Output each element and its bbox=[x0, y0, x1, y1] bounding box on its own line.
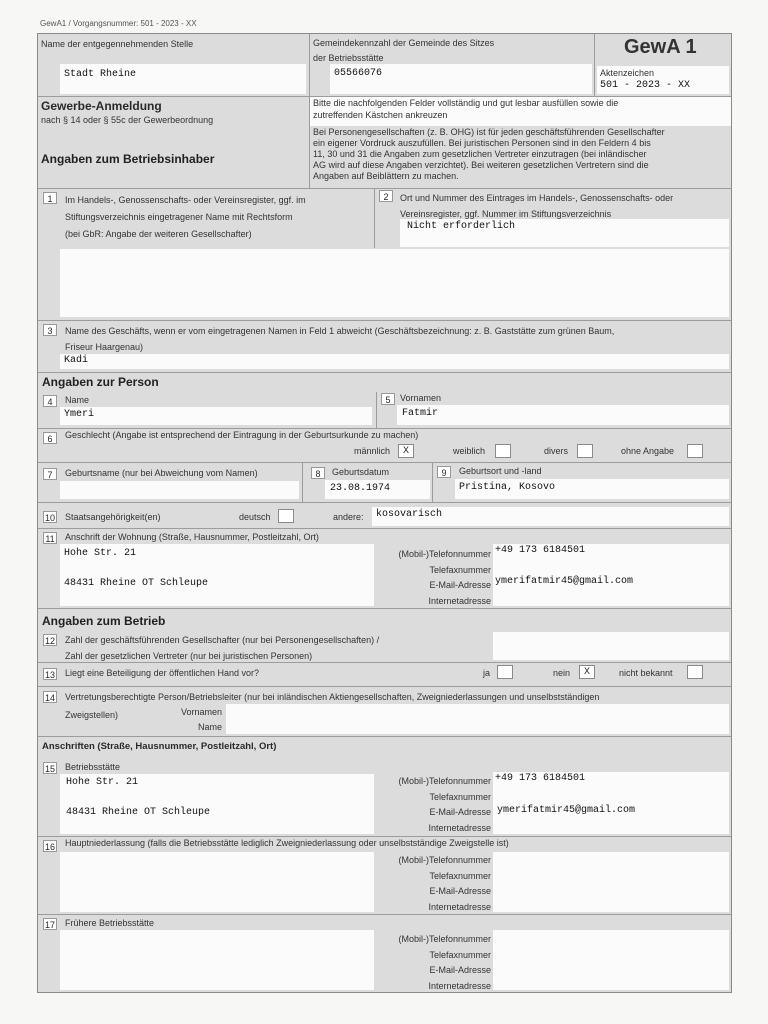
owner-note: Bei Personengesellschaften (z. B. OHG) ist für jeden geschäftsführenden Gesellschafter ein eigener Vordruck auszufüllen. Bei juristischen Personen sind in den Feldern 4 bis 11, 30 und 31 die Angaben zum gesetzlichen Vertreter einzutragen (bei inländischer AG wird auf diese Angaben verzichtet). Bei weiteren gesetzlichen Vertretern sind die Angaben auf Beiblättern zu machen. bbox=[313, 127, 665, 181]
divider bbox=[38, 914, 731, 915]
file-label: Aktenzeichen bbox=[600, 68, 655, 78]
diverse-label: divers bbox=[544, 446, 569, 456]
divider bbox=[38, 662, 731, 663]
municipal-label-2: der Betriebsstätte bbox=[313, 53, 384, 63]
owner-heading: Angaben zum Betriebsinhaber bbox=[41, 152, 215, 166]
business-heading: Angaben zum Betrieb bbox=[42, 614, 166, 628]
field-10-value: kosovarisch bbox=[376, 509, 443, 520]
head-office-address-input[interactable] bbox=[60, 852, 374, 912]
field-8-number: 8 bbox=[311, 467, 325, 479]
field-2-number: 2 bbox=[379, 190, 393, 202]
field-17-number: 17 bbox=[44, 920, 55, 930]
home-street: Hohe Str. 21 bbox=[64, 548, 137, 559]
field-8-value: 23.08.1974 bbox=[330, 483, 391, 494]
person-heading: Angaben zur Person bbox=[42, 375, 159, 389]
business-street: Hohe Str. 21 bbox=[66, 777, 139, 788]
divider bbox=[309, 34, 310, 188]
divider bbox=[302, 462, 303, 502]
male-checkbox[interactable]: X bbox=[398, 444, 414, 458]
field-9-value: Pristina, Kosovo bbox=[459, 482, 556, 493]
divider bbox=[38, 320, 731, 321]
no-checkbox[interactable]: X bbox=[579, 665, 595, 679]
field-3-number: 3 bbox=[43, 324, 57, 336]
file-value: 501 - 2023 - XX bbox=[600, 80, 691, 91]
divider bbox=[38, 188, 731, 189]
municipal-value: 05566076 bbox=[334, 68, 383, 79]
email-value: ymerifatmir45@gmail.com bbox=[495, 576, 634, 587]
field-3-label: Name des Geschäfts, wenn er vom eingetragenen Namen in Feld 1 abweicht (Geschäftsbezeichnung: z. B. Gaststätte zum grünen Baum, Friseur Haargenau) bbox=[65, 326, 615, 352]
divider bbox=[38, 528, 731, 529]
field-1-input[interactable] bbox=[60, 249, 729, 317]
name-input[interactable] bbox=[60, 407, 372, 425]
unknown-checkbox[interactable] bbox=[687, 665, 703, 679]
contact-labels: (Mobil-)Telefonnummer Telefaxnummer E-Mail-Adresse Internetadresse bbox=[398, 549, 491, 606]
field-3-value: Kadi bbox=[64, 355, 89, 366]
field-8-label: Geburtsdatum bbox=[332, 467, 390, 477]
field-6-label: Geschlecht (Angabe ist entsprechend der Eintragung in der Geburtsurkunde zu machen) bbox=[65, 430, 419, 440]
no-info-checkbox[interactable] bbox=[687, 444, 703, 458]
field-1-number: 1 bbox=[43, 192, 57, 204]
field-14-label: Vertretungsberechtigte Person/Betriebsleiter (nur bei inländischen Aktiengesellschaften, Zweigniederlassungen und unselbstständigen Zweigstellen) bbox=[65, 692, 600, 720]
partner-count-input[interactable] bbox=[493, 632, 729, 660]
form-heading: Gewerbe-Anmeldung bbox=[41, 99, 162, 113]
former-address-input[interactable] bbox=[60, 930, 374, 990]
divider bbox=[38, 96, 731, 97]
instruction-2: zutreffenden Kästchen ankreuzen bbox=[313, 110, 448, 120]
other-nationality-label: andere: bbox=[333, 512, 364, 522]
german-checkbox[interactable] bbox=[278, 509, 294, 523]
f17-contact-input[interactable] bbox=[493, 930, 729, 990]
field-16-label: Hauptniederlassung (falls die Betriebsstätte lediglich Zweigniederlassung oder unselbstständige Zweigstelle ist) bbox=[65, 838, 509, 848]
divider bbox=[432, 462, 433, 502]
field-9-label: Geburtsort und -land bbox=[459, 466, 542, 476]
f15-phone-value: +49 173 6184501 bbox=[495, 773, 586, 784]
field-1-label: Im Handels-, Genossenschafts- oder Vereinsregister, ggf. im Stiftungsverzeichnis eingetragener Name mit Rechtsform (bei GbR: Angabe der weiteren Gesellschafter) bbox=[65, 195, 306, 239]
unknown-label: nicht bekannt bbox=[619, 668, 673, 678]
f16-contact-input[interactable] bbox=[493, 852, 729, 912]
field-10-label: Staatsangehörigkeit(en) bbox=[65, 512, 161, 522]
divider bbox=[38, 736, 731, 737]
municipal-label-1: Gemeindekennzahl der Gemeinde des Sitzes bbox=[313, 38, 495, 48]
field-3-input[interactable] bbox=[60, 354, 729, 369]
f17-contact-labels: (Mobil-)Telefonnummer Telefaxnummer E-Mail-Adresse Internetadresse bbox=[398, 934, 491, 991]
yes-checkbox[interactable] bbox=[497, 665, 513, 679]
divider bbox=[376, 392, 377, 428]
female-checkbox[interactable] bbox=[495, 444, 511, 458]
field-13-number: 13 bbox=[44, 670, 55, 680]
top-note: GewA1 / Vorgangsnummer: 501 - 2023 - XX bbox=[40, 19, 197, 28]
birth-name-input[interactable] bbox=[60, 481, 299, 499]
field-6-number: 6 bbox=[43, 432, 57, 444]
business-city: 48431 Rheine OT Schleupe bbox=[66, 807, 211, 818]
field-13-label: Liegt eine Beteiligung der öffentlichen Hand vor? bbox=[65, 668, 259, 678]
field-15-number: 15 bbox=[44, 764, 55, 774]
field-12-label: Zahl der geschäftsführenden Gesellschafter (nur bei Personengesellschaften) / Zahl der gesetzlichen Vertreter (nur bei juristischen Personen) bbox=[65, 635, 380, 661]
instruction-1: Bitte die nachfolgenden Felder vollständig und gut lesbar ausfüllen sowie die bbox=[313, 98, 619, 108]
form-title: GewA 1 bbox=[624, 36, 697, 58]
field-5-number: 5 bbox=[381, 393, 395, 405]
addresses-heading: Anschriften (Straße, Hausnummer, Postleitzahl, Ort) bbox=[42, 741, 277, 752]
f15-email-value: ymerifatmir45@gmail.com bbox=[497, 805, 636, 816]
field-4-label: Name bbox=[65, 395, 90, 405]
divider bbox=[38, 686, 731, 687]
divider bbox=[594, 34, 595, 96]
divider bbox=[38, 462, 731, 463]
field-2-label: Ort und Nummer des Eintrages im Handels-, Genossenschafts- oder Vereinsregister, ggf. Nummer im Stiftungsverzeichnis bbox=[400, 193, 674, 219]
field-12-number: 12 bbox=[44, 636, 55, 646]
f14-first-label: Vornamen bbox=[180, 707, 222, 717]
field-11-label: Anschrift der Wohnung (Straße, Hausnummer, Postleitzahl, Ort) bbox=[65, 532, 319, 542]
field-7-number: 7 bbox=[43, 468, 57, 480]
male-label: männlich bbox=[354, 446, 391, 456]
field-11-number: 11 bbox=[43, 532, 57, 544]
form-subheading: nach § 14 oder § 55c der Gewerbeordnung bbox=[41, 115, 214, 125]
female-label: weiblich bbox=[453, 446, 486, 456]
field-16-number: 16 bbox=[44, 842, 55, 852]
f15-contact-labels: (Mobil-)Telefonnummer Telefaxnummer E-Mail-Adresse Internetadresse bbox=[398, 776, 491, 833]
field-2-value: Nicht erforderlich bbox=[407, 221, 516, 232]
f16-contact-labels: (Mobil-)Telefonnummer Telefaxnummer E-Mail-Adresse Internetadresse bbox=[398, 855, 491, 912]
f14-last-label: Name bbox=[197, 722, 222, 732]
field-14-number: 14 bbox=[44, 693, 55, 703]
home-city: 48431 Rheine OT Schleupe bbox=[64, 578, 209, 589]
divider bbox=[38, 836, 731, 837]
divider bbox=[38, 502, 731, 503]
divider bbox=[38, 372, 731, 373]
divider bbox=[38, 428, 731, 429]
no-info-label: ohne Angabe bbox=[621, 446, 675, 456]
divider bbox=[374, 188, 375, 248]
field-5-value: Fatmir bbox=[402, 408, 439, 419]
field-17-label: Frühere Betriebsstätte bbox=[65, 918, 155, 928]
field-10-number: 10 bbox=[44, 513, 55, 523]
field-5-label: Vornamen bbox=[400, 393, 442, 403]
field-9-number: 9 bbox=[437, 466, 451, 478]
divider bbox=[38, 608, 731, 609]
office-value: Stadt Rheine bbox=[64, 69, 137, 80]
german-label: deutsch bbox=[239, 512, 271, 522]
field-4-number: 4 bbox=[43, 395, 57, 407]
field-15-label: Betriebsstätte bbox=[65, 762, 121, 772]
representative-input[interactable] bbox=[226, 704, 729, 734]
no-label: nein bbox=[553, 668, 571, 678]
phone-value: +49 173 6184501 bbox=[495, 545, 586, 556]
office-label: Name der entgegennehmenden Stelle bbox=[41, 39, 194, 49]
field-7-label: Geburtsname (nur bei Abweichung vom Namen) bbox=[65, 468, 258, 478]
field-4-value: Ymeri bbox=[64, 409, 95, 420]
first-name-input[interactable] bbox=[397, 405, 729, 425]
diverse-checkbox[interactable] bbox=[577, 444, 593, 458]
yes-label: ja bbox=[483, 668, 491, 678]
